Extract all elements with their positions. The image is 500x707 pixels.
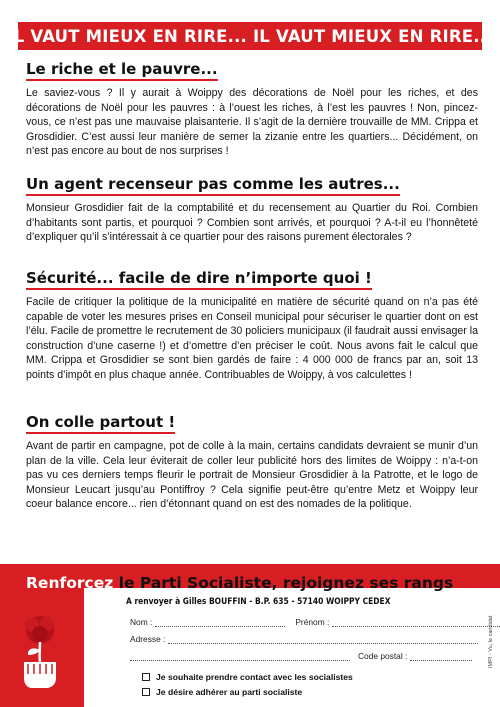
option-contact[interactable] [142, 672, 353, 682]
section-body: Monsieur Grosdidier fait de la comptabilité et du recensement au Quartier du Roi. Combien d’habitants sont partis, et pourquoi ? Combien sont arrivés, et pourquoi ? A-t-il eu l’honnêteté d’expliquer qu’il s’intéressait à ce quartier pour des raisons purement électorales ? [26, 202, 478, 244]
option-label: Je désire adhérer au parti socialiste [156, 687, 303, 697]
section-on-colle-partout [26, 413, 478, 512]
section-body: Facile de critiquer la politique de la municipalité en matière de sécurité quand on n’a pas été capable de voter les mesures prises en Conseil municipal pour sécuriser le quartier dont on est l’élu. Facile de promettre le recrutement de 30 policiers municipaux (il faudrait aussi envisager la construction d’une caserne !) et d’omettre d’en préciser le coût. Nous avons fait le calcul que MM. Crippa et Grosdidier se sont bien gardés de faire : 4 000 000 de francs par an, soit 13 points d’impôt en plus chaque année. Contribuables de Woippy, à vos calculettes ! [26, 296, 478, 381]
code-postal-field[interactable] [410, 651, 472, 661]
form-row-adresse [130, 634, 478, 644]
prenom-field[interactable] [332, 617, 500, 627]
legal-note: IMPI - Vu, le candidat [488, 615, 494, 668]
section-riche-pauvre [26, 60, 478, 159]
section-securite [26, 269, 478, 383]
adresse-label: Adresse : [130, 634, 166, 644]
return-address: A renvoyer à Gilles BOUFFIN - B.P. 635 - 57140 WOIPPY CEDEX [126, 596, 391, 606]
section-body: Le saviez-vous ? Il y aurait à Woippy des décorations de Noël pour les riches, et des décorations de Noël pour les pauvres : à l’ouest les riches, à l’est les pauvres ! Non, pincez-vous, ce n’est pas une mauvaise plaisanterie. Il s’agit de la dernière trouvaille de MM. Crippa et Grosdidier. C’est aussi leur manière de semer la zizanie entre les quartiers... Décidément, on n’est pas encore au bout de nos surprises ! [26, 87, 478, 158]
section-title: On colle partout ! [26, 413, 175, 434]
headline-text: IL VAUT MIEUX EN RIRE... IL VAUT MIEUX EN RIRE... [7, 26, 493, 46]
headline-banner [7, 22, 493, 50]
nom-label: Nom : [130, 617, 153, 627]
checkbox[interactable] [142, 688, 150, 696]
prenom-label: Prénom : [295, 617, 330, 627]
adresse-field[interactable] [168, 634, 478, 644]
fist-rose-logo-icon [10, 612, 72, 690]
section-title: Un agent recenseur pas comme les autres... [26, 175, 400, 196]
adresse-field-2[interactable] [130, 651, 350, 661]
slogan-first-word: Renforcez [26, 574, 114, 592]
slogan [26, 574, 496, 592]
checkbox[interactable] [142, 673, 150, 681]
section-agent-recenseur [26, 175, 478, 245]
section-title: Sécurité... facile de dire n’importe quoi ! [26, 269, 372, 290]
section-body: Avant de partir en campagne, pot de colle à la main, certains candidats devraient se munir d’un plan de la ville. Cela leur éviterait de coller leur publicité hors des limites de Woippy : n’a-t-on pas vu ces derniers temps fleurir le portrait de Monsieur Grosdidier à la Patrotte, et le logo de Monsieur Leucart jusqu’au Pontiffroy ? Cela signifie peut-être qu’entre Metz et Woippy leur coeur balance encore... rien d’étonnant quand on est des nomades de la politique. [26, 440, 478, 511]
section-title: Le riche et le pauvre... [26, 60, 218, 81]
option-adherer[interactable] [142, 687, 302, 697]
nom-field[interactable] [155, 617, 285, 627]
slogan-rest: le Parti Socialiste, rejoignez ses rangs [118, 574, 454, 592]
code-postal-label: Code postal : [358, 651, 408, 661]
option-label: Je souhaite prendre contact avec les socialistes [156, 672, 353, 682]
form-row-names [130, 617, 500, 627]
form-row-code-postal [130, 651, 472, 661]
